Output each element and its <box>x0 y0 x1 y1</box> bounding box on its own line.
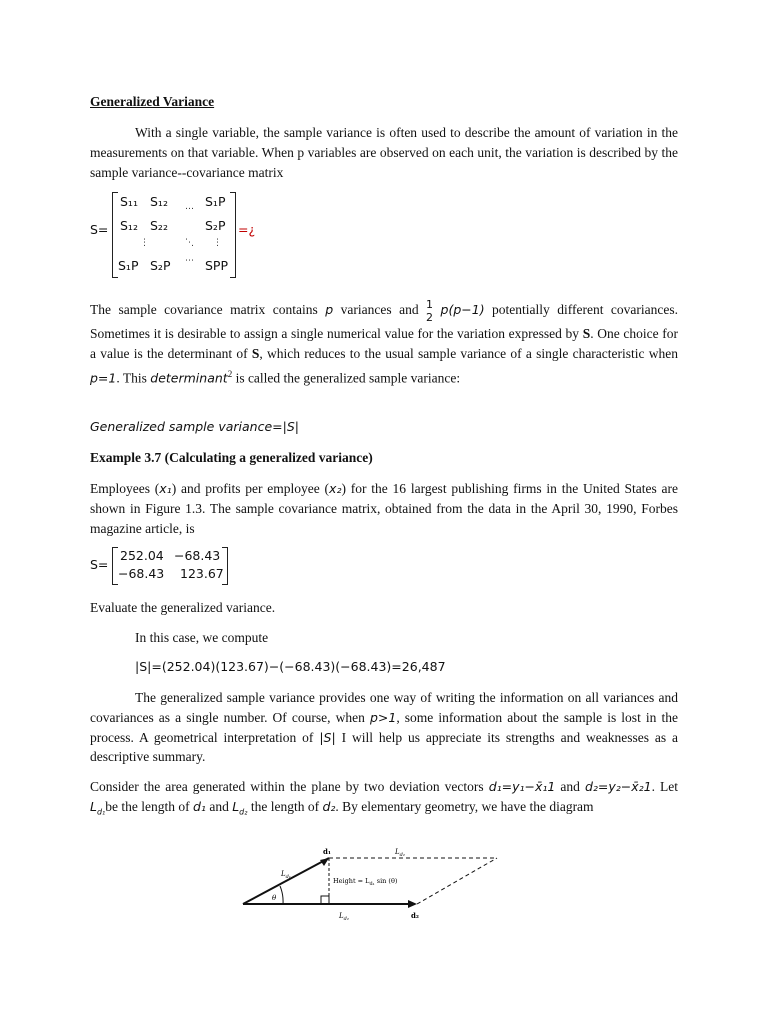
label-theta: θ <box>272 894 277 902</box>
math-Ld2 <box>232 798 248 817</box>
matrix-cell: −68.43 <box>118 566 165 581</box>
matrix-cell: S₁₂ <box>120 218 138 233</box>
label-subscript: d₂ <box>343 916 349 922</box>
matrix-cell: ⋱ <box>185 238 194 248</box>
general-covariance-matrix <box>90 188 260 280</box>
covariance-paragraph <box>90 298 678 389</box>
right-bracket <box>230 192 236 278</box>
label-L: L <box>339 912 344 920</box>
matrix-cell: ⋯ <box>185 256 194 266</box>
math-p-greater-one: p>1 <box>369 709 397 725</box>
determinant-calculation <box>135 657 723 677</box>
text-run: and <box>560 779 580 794</box>
matrix-cell: … <box>185 202 194 212</box>
matrix-cell: ⋮ <box>140 238 149 248</box>
text-run: The generalized sample variance provides one way of writing the information on all variances and covariances as a single number. Of course, when <box>90 690 678 725</box>
label-Ld2-top <box>394 848 405 858</box>
example-paragraph <box>90 479 678 538</box>
matrix-cell: S₂P <box>205 218 226 233</box>
dashed-right-edge <box>417 858 497 904</box>
text-run: , which reduces to the usual sample variance of a single characteristic when <box>259 346 679 361</box>
fraction-numerator: 1 <box>426 298 434 311</box>
area-paragraph <box>90 777 678 822</box>
label-subscript: d₁ <box>369 881 375 887</box>
text-run: . By elementary geometry, we have the diagram <box>335 798 594 814</box>
d1-arrowhead <box>320 858 329 866</box>
superscript: 2 <box>227 369 233 379</box>
text-run: and <box>209 798 229 814</box>
generalized-variance-formula <box>90 417 678 437</box>
text-run: potentially different covariances. Sometimes it is desirable to assign a single numerical value for the variation expressed by <box>90 302 679 341</box>
text-run: the length of <box>250 798 320 814</box>
theta-arc <box>280 886 283 904</box>
right-angle-marker <box>321 896 329 904</box>
label-subscript: d₂ <box>399 852 405 858</box>
math-d1-definition: d₁=y₁−x̄₁1 <box>488 779 556 794</box>
math-expression: p(p−1) <box>440 302 485 318</box>
example-title: Example 3.7 (Calculating a generalized variance) <box>90 450 373 465</box>
math-abs-S: |S| <box>319 729 336 745</box>
math-determinant: determinant <box>150 370 228 386</box>
math-Ld1 <box>90 798 106 817</box>
text-run: ) and profits per employee ( <box>171 481 330 496</box>
matrix-lhs: S= <box>90 557 109 572</box>
math-d2: d₂ <box>322 798 336 814</box>
math-x1: x₁ <box>159 481 172 496</box>
d2-arrowhead <box>408 900 417 908</box>
parallelogram-diagram <box>235 840 505 930</box>
math-d2-definition: d₂=y₂−x̄₂1 <box>584 779 652 794</box>
matrix-cell: S₁P <box>205 194 226 209</box>
matrix-cell: S₂P <box>150 258 171 273</box>
label-L: L <box>395 848 400 856</box>
text-run: Employees ( <box>90 481 160 496</box>
math-p: p <box>325 302 334 318</box>
evaluate-text: Evaluate the generalized variance. <box>90 600 276 615</box>
label-height-text: Height = L <box>333 877 370 885</box>
fraction-one-half <box>426 298 433 324</box>
label-height <box>333 877 398 887</box>
math-x2: x₂ <box>329 481 342 496</box>
text-run: . Let <box>651 779 679 794</box>
text-run: be the length of <box>105 798 190 814</box>
matrix-cell: S₁P <box>118 258 139 273</box>
matrix-cell: 123.67 <box>180 566 224 581</box>
label-Ld2-bottom <box>338 912 349 922</box>
matrix-cell: S₁₁ <box>120 194 138 209</box>
matrix-cell: S₁₂ <box>150 194 168 209</box>
text-run: . This <box>116 370 147 386</box>
matrix-cell: S₂₂ <box>150 218 168 233</box>
matrix-cell: 252.04 <box>120 548 164 563</box>
text-run: is called the generalized sample variance: <box>235 370 461 386</box>
compute-text: In this case, we compute <box>135 630 269 645</box>
calc-text: |S|=(252.04)(123.67)−(−68.43)(−68.43)=26,487 <box>135 659 446 674</box>
numeric-covariance-matrix <box>90 545 240 585</box>
subscript: d₂ <box>239 807 248 817</box>
label-subscript: d₁ <box>285 874 291 880</box>
bold-S: S <box>251 346 260 361</box>
matrix-cell: SPP <box>205 258 229 273</box>
subscript: d₁ <box>96 807 106 817</box>
matrix-rhs: =¿ <box>238 222 256 237</box>
bold-S: S <box>582 326 591 341</box>
right-bracket <box>222 547 228 585</box>
text-run: , some information about the sample is lost in the process. A geometrical interpretation of <box>90 709 678 745</box>
math-p-equals-one: p=1 <box>90 370 117 386</box>
gsv-paragraph <box>90 688 678 767</box>
text-run: . One choice for a value is the determinant of <box>90 326 678 361</box>
math-d1: d₁ <box>193 798 206 814</box>
text-run: I will help us appreciate its strengths and weaknesses as a descriptive summary. <box>90 729 678 765</box>
text-run: ) for the 16 largest publishing firms in the United States are shown in Figure 1.3. The sample covariance matrix, obtained from the data in the April 30, 1990, Forbes magazine article, is <box>90 481 678 536</box>
formula-text: Generalized sample variance=|S| <box>90 419 299 434</box>
d1-vector <box>243 858 329 904</box>
label-d1: d₁ <box>323 847 331 856</box>
text-run: Consider the area generated within the plane by two deviation vectors <box>90 779 484 794</box>
section-title: Generalized Variance <box>90 94 215 109</box>
label-d2: d₂ <box>411 911 419 920</box>
fraction-denominator: 2 <box>426 311 434 324</box>
symbol-L: L <box>90 798 97 814</box>
text-run: variances and <box>340 302 419 318</box>
matrix-cell: ⋮ <box>213 238 222 248</box>
matrix-lhs: S= <box>90 222 109 237</box>
label-Ld1 <box>280 870 291 880</box>
label-L: L <box>281 870 286 878</box>
matrix-cell: −68.43 <box>174 548 221 563</box>
text-run: The sample covariance matrix contains <box>90 302 318 318</box>
label-height-tail: sin (θ) <box>374 877 398 885</box>
symbol-L: L <box>232 798 240 814</box>
intro-paragraph: With a single variable, the sample variance is often used to describe the amount of variation in the measurements on that variable. When p variables are observed on each unit, the variation is described by the sample variance--covariance matrix <box>90 125 678 180</box>
